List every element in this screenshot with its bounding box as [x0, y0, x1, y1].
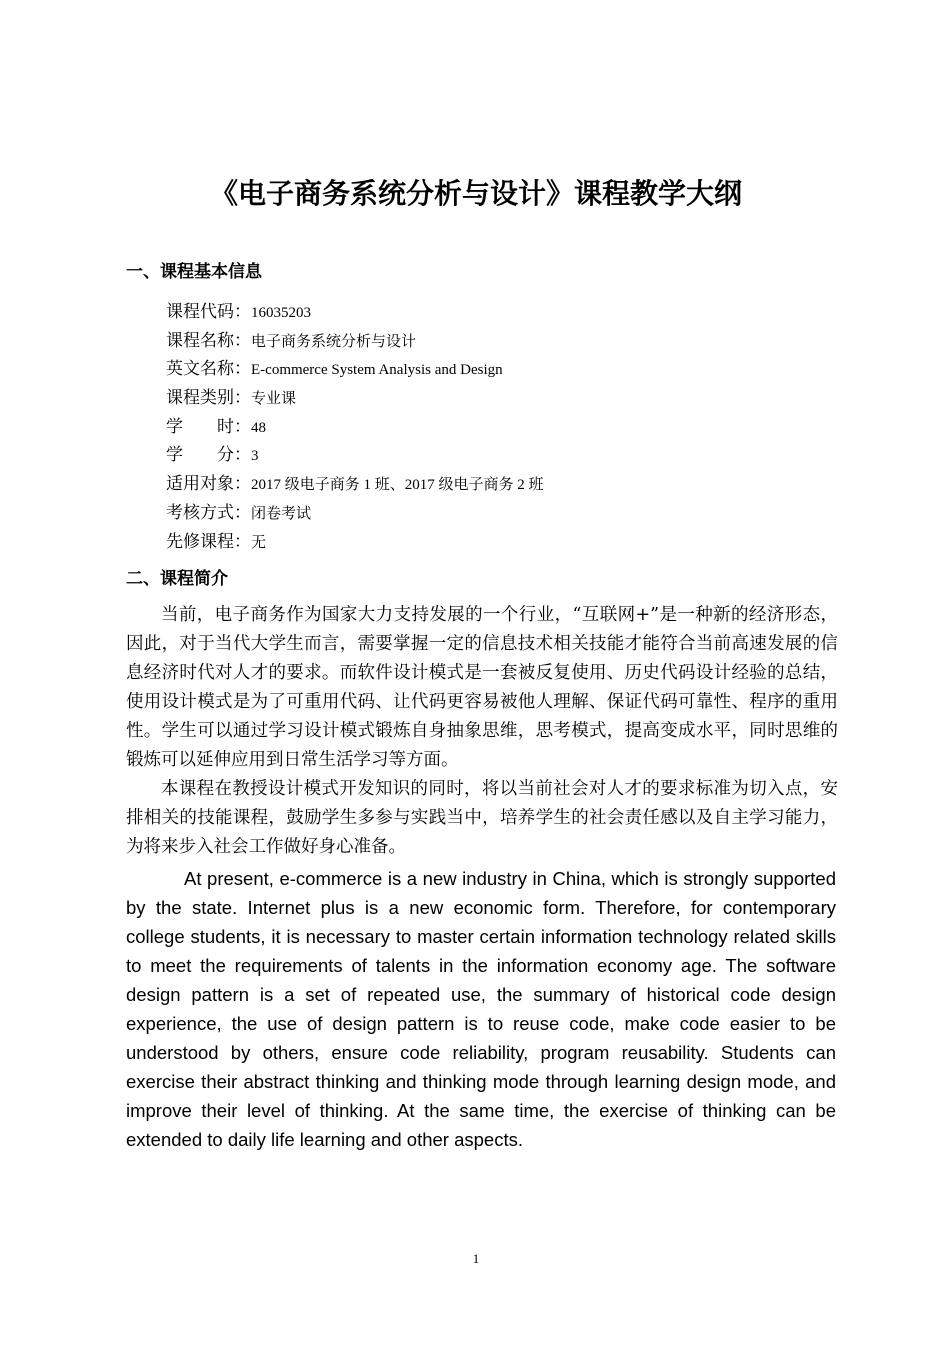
info-value: 3 [251, 448, 259, 465]
info-value: 电子商务系统分析与设计 [251, 333, 417, 350]
intro-paragraph-1: 当前，电子商务作为国家大力支持发展的一个行业，“互联网+”是一种新的经济形态，因此，对于当代大学生而言，需要掌握一定的信息技术相关技能才能符合当前高速发展的信息经济时代对人才的要求。而软件设计模式是一套被反复使用、历史代码设计经验的总结，使用设计模式是为了可重用代码、让代码更容易被他人理解、保证代码可靠性、程序的重用性。学生可以通过学习设计模式锻炼自身抽象思维，思考模式，提高变成水平，同时思维的锻炼可以延伸应用到日常生活学习等方面。 [126, 605, 838, 770]
info-label: 先修课程： [166, 531, 251, 552]
course-intro-chinese [126, 601, 838, 862]
info-value: 专业课 [251, 391, 297, 408]
info-row-credits [166, 441, 544, 470]
section-heading-basic-info: 一、课程基本信息 [126, 262, 262, 282]
info-row-english-name [166, 355, 544, 384]
info-label: 课程名称： [166, 330, 251, 351]
info-row-prerequisites [166, 528, 544, 557]
info-value: E-commerce System Analysis and Design [251, 362, 503, 379]
info-label: 学 时： [166, 416, 251, 437]
intro-paragraph-2: 本课程在教授设计模式开发知识的同时，将以当前社会对人才的要求标准为切入点，安排相关的技能课程，鼓励学生多参与实践当中，培养学生的社会责任感以及自主学习能力，为将来步入社会工作做好身心准备。 [126, 779, 838, 857]
info-value: 48 [251, 419, 266, 436]
info-label: 英文名称： [166, 359, 251, 380]
info-label: 考核方式： [166, 502, 251, 523]
section-heading-course-intro: 二、课程简介 [126, 569, 228, 589]
info-row-course-category [166, 384, 544, 413]
info-row-hours [166, 413, 544, 442]
course-info-list [166, 298, 544, 556]
info-row-target-students [166, 470, 544, 499]
page-title: 《电子商务系统分析与设计》课程教学大纲 [209, 177, 742, 210]
info-value: 2017 级电子商务 1 班、2017 级电子商务 2 班 [251, 477, 544, 494]
info-value: 闭卷考试 [251, 505, 312, 522]
info-row-assessment [166, 499, 544, 528]
info-label: 课程代码： [166, 302, 251, 322]
page-number: 1 [472, 1251, 480, 1266]
info-row-course-name [166, 327, 544, 356]
info-value: 无 [251, 534, 267, 551]
info-label: 课程类别： [166, 388, 251, 409]
info-label: 适用对象： [166, 474, 251, 495]
info-label: 学 分： [166, 445, 251, 466]
info-value: 16035203 [251, 305, 311, 321]
info-row-course-code [166, 298, 544, 327]
intro-paragraph-english: At present, e-commerce is a new industry in China, which is strongly supported by the state. Internet plus is a new economic form. Therefore, for contemporary college students, it is necessary to master certain information technology related skills to meet the requirements of talents in the information economy age. The software design pattern is a set of repeated use, the summary of historical code design experience, the use of design pattern is to reuse code, make code easier to be understood by others, ensure code reliability, program reusability. Students can exercise their abstract thinking and thinking mode through learning design mode, and improve their level of thinking. At the same time, the exercise of thinking can be extended to daily life learning and other aspects. [126, 868, 836, 1150]
